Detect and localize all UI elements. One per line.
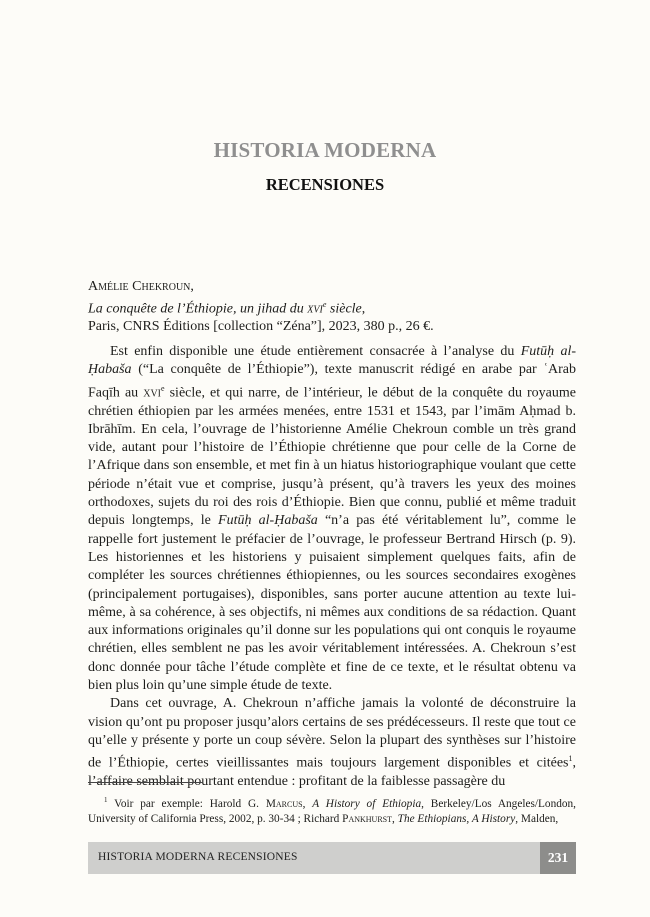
running-head: HISTORIA MODERNA RECENSIONES bbox=[98, 851, 298, 863]
paragraph-2: Dans cet ouvrage, A. Chekroun n’affiche jamais la volonté de déconstruire la vision qu’ont pu proposer jusqu’alors certains de ses prédécesseurs. Il reste que tout ce qu’elle y présente y porte un coup sévère. Selon la plupart des synthèses sur l’histoire de l’Éthiopie, certes vieillissantes mais toujours largement disponibles et citées$^1$, l’affaire semblait pourtant entendue : profitant de la faiblesse passagère du bbox=[88, 696, 576, 790]
footnote-reference[interactable]: 1 bbox=[568, 754, 573, 764]
reviewed-author: Amélie Chekroun, bbox=[88, 279, 194, 294]
section-title: HISTORIA MODERNA bbox=[213, 138, 437, 162]
publication-details: Paris, CNRS Éditions [collection “Zéna”], 2023, 380 p., 26 €. bbox=[88, 318, 434, 334]
review-body bbox=[88, 343, 576, 791]
century-numeral: xvi bbox=[307, 301, 323, 317]
subsection-title: RECENSIONES bbox=[265, 175, 385, 194]
reviewed-book-title: La conquête de l’Éthiopie, un jihad du xvi$^e$ siècle, bbox=[88, 299, 366, 317]
paragraph-1: Est enfin disponible une étude entièrement consacrée à l’analyse du Futūḥ al-Ḥabaša (“La conquête de l’Éthiopie”), texte manuscrit rédigé en arabe par ʿArab Faqīh au xvi$^e$ siècle, et qui narre, de l’intérieur, le début de la conquête du royaume chrétien éthiopien par les armées menées, entre 1531 et 1543, par l’imām Aḥmad b. Ibrāhīm. En cela, l’ouvrage de l’historienne Amélie Chekroun comble un très grand vide, autant pour l’histoire de l’Éthiopie chrétienne que pour celle de la Corne de l’Afrique dans son ensemble, et met fin à un hiatus historiographique voulant que cette période n’était vue et comprise, jusqu’à présent, qu’à travers les yeux des moines orthodoxes, sujets du roi des rois d’Éthiopie. Bien que connu, publié et même traduit depuis longtemps, le Futūḥ al-Ḥabaša “n’a pas été véritablement lu”, comme le rappelle fort justement le préfacier de l’ouvrage, le professeur Bertrand Hirsch (p. 9). Les historiennes et les historiens y puisaient simplement quelques faits, afin de compléter les sources chrétiennes éthiopiennes, ou les sources secondaires exogènes (principalement portugaises), disponibles, sans porter aucune attention au texte lui-même, à sa cohérence, à ses objectifs, ni mêmes aux conditions de sa rédaction. Quant aux informations originales qu’il donne sur les populations qui ont conquis le royaume chrétien, elles semblent ne pas les avoir véritablement intéressées. A. Chekroun s’est donc donnée pour tâche l’étude complète et fine de ce texte, et le résultat obtenu va bien plus loin qu’une simple étude de texte. bbox=[88, 344, 577, 693]
footnote-1: $^1$ Voir par exemple: Harold G. Marcus, A History of Ethiopia, Berkeley/Los Angeles/London, University of California Press, 2002, p. 30-34 ; Richard Pankhurst, The Ethiopians, A History, Malden, bbox=[88, 796, 576, 826]
page-number: 231 bbox=[540, 842, 576, 874]
footnote-separator bbox=[88, 782, 203, 783]
work-title: Futūḥ al-Ḥabaša bbox=[88, 344, 576, 378]
page-footer bbox=[88, 842, 576, 874]
footnote-number: 1 bbox=[104, 796, 108, 804]
bibliographic-reference bbox=[88, 278, 576, 335]
work-title: Futūḥ al-Ḥabaša bbox=[218, 513, 318, 529]
century-superscript: e bbox=[322, 299, 327, 309]
